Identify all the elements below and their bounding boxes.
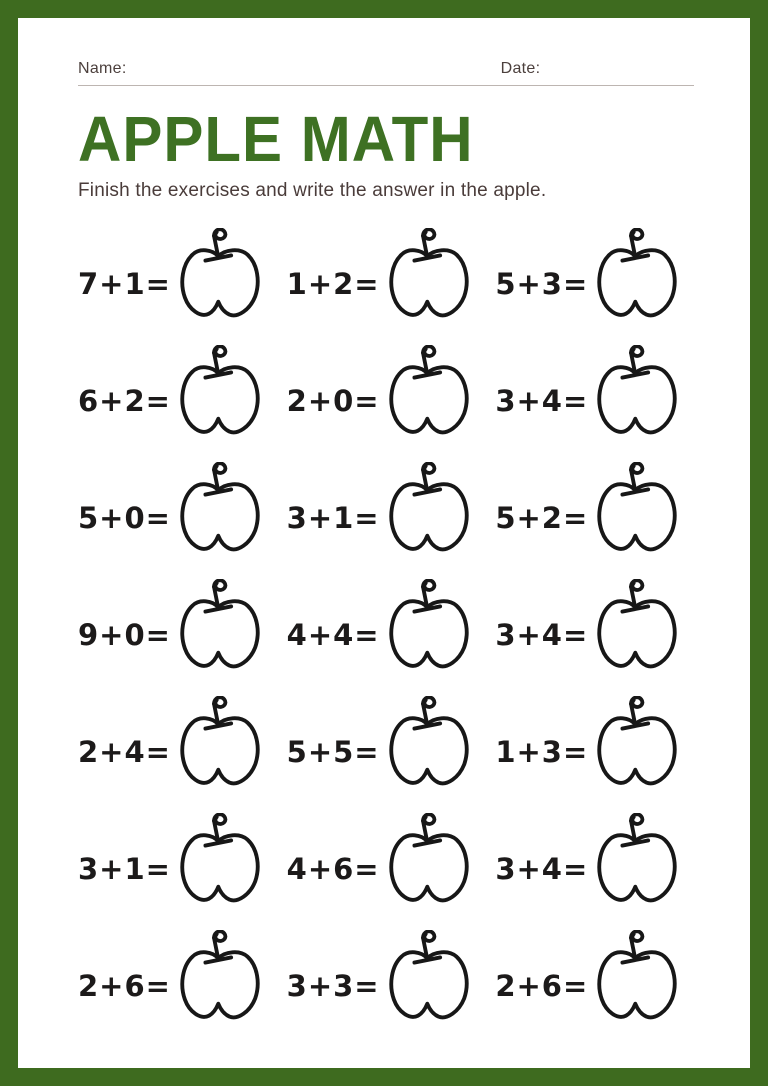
name-label: Name:: [78, 60, 127, 77]
apple-outline-icon: [594, 228, 680, 324]
apple-outline-icon: [177, 930, 263, 1026]
problem-cell: [287, 813, 486, 909]
problem-cell: [78, 930, 277, 1026]
apple-outline-icon: [594, 696, 680, 792]
problem-label: 6+2=: [78, 384, 171, 418]
apple-outline-icon: [177, 813, 263, 909]
apple-outline-icon: [386, 930, 472, 1026]
problem-label: 3+4=: [495, 384, 589, 418]
apple-outline-icon: [177, 696, 263, 792]
problem-cell: [287, 579, 486, 675]
apple-outline-icon: [594, 345, 680, 441]
problem-label: 2+4=: [78, 735, 171, 769]
problem-cell: [287, 696, 486, 792]
problem-cell: [495, 813, 694, 909]
apple-outline-icon: [386, 462, 472, 558]
problem-cell: [78, 813, 277, 909]
apple-outline-icon: [177, 345, 263, 441]
apple-outline-icon: [594, 579, 680, 675]
problem-cell: [495, 579, 694, 675]
problem-label: 4+4=: [286, 618, 380, 652]
problem-label: 3+3=: [286, 969, 380, 1003]
problem-label: 4+6=: [286, 852, 380, 886]
problem-cell: [495, 345, 694, 441]
problem-cell: [78, 228, 277, 324]
apple-outline-icon: [594, 462, 680, 558]
problem-label: 1+2=: [286, 267, 380, 301]
problem-label: 9+0=: [78, 618, 171, 652]
name-date-row: [78, 60, 694, 86]
problem-cell: [495, 228, 694, 324]
apple-outline-icon: [386, 228, 472, 324]
problem-label: 5+3=: [495, 267, 589, 301]
apple-outline-icon: [386, 579, 472, 675]
apple-outline-icon: [594, 930, 680, 1026]
problem-cell: [287, 930, 486, 1026]
problem-label: 2+6=: [495, 969, 589, 1003]
worksheet-page: [18, 18, 750, 1068]
date-label: Date:: [500, 60, 541, 77]
problem-label: 2+0=: [286, 384, 380, 418]
problem-label: 5+2=: [495, 501, 589, 535]
apple-outline-icon: [177, 579, 263, 675]
apple-outline-icon: [177, 228, 263, 324]
apple-outline-icon: [386, 345, 472, 441]
problem-label: 7+1=: [78, 267, 171, 301]
problem-cell: [495, 462, 694, 558]
problem-cell: [78, 696, 277, 792]
apple-outline-icon: [177, 462, 263, 558]
problem-label: 3+1=: [286, 501, 380, 535]
apple-outline-icon: [594, 813, 680, 909]
page-title: APPLE MATH: [78, 103, 474, 175]
problem-cell: [495, 696, 694, 792]
problem-label: 3+1=: [78, 852, 171, 886]
problem-cell: [287, 345, 486, 441]
problem-cell: [287, 228, 486, 324]
problem-label: 5+0=: [78, 501, 171, 535]
problem-cell: [495, 930, 694, 1026]
problem-label: 5+5=: [286, 735, 380, 769]
problem-cell: [78, 345, 277, 441]
problem-label: 3+4=: [495, 618, 589, 652]
problem-cell: [78, 462, 277, 558]
problems-grid: [78, 228, 694, 1026]
problem-label: 2+6=: [78, 969, 171, 1003]
problem-cell: [287, 462, 486, 558]
apple-outline-icon: [386, 696, 472, 792]
page-subtitle: Finish the exercises and write the answer in the apple.: [78, 180, 547, 201]
problem-cell: [78, 579, 277, 675]
apple-outline-icon: [386, 813, 472, 909]
problem-label: 1+3=: [495, 735, 589, 769]
problem-label: 3+4=: [495, 852, 589, 886]
